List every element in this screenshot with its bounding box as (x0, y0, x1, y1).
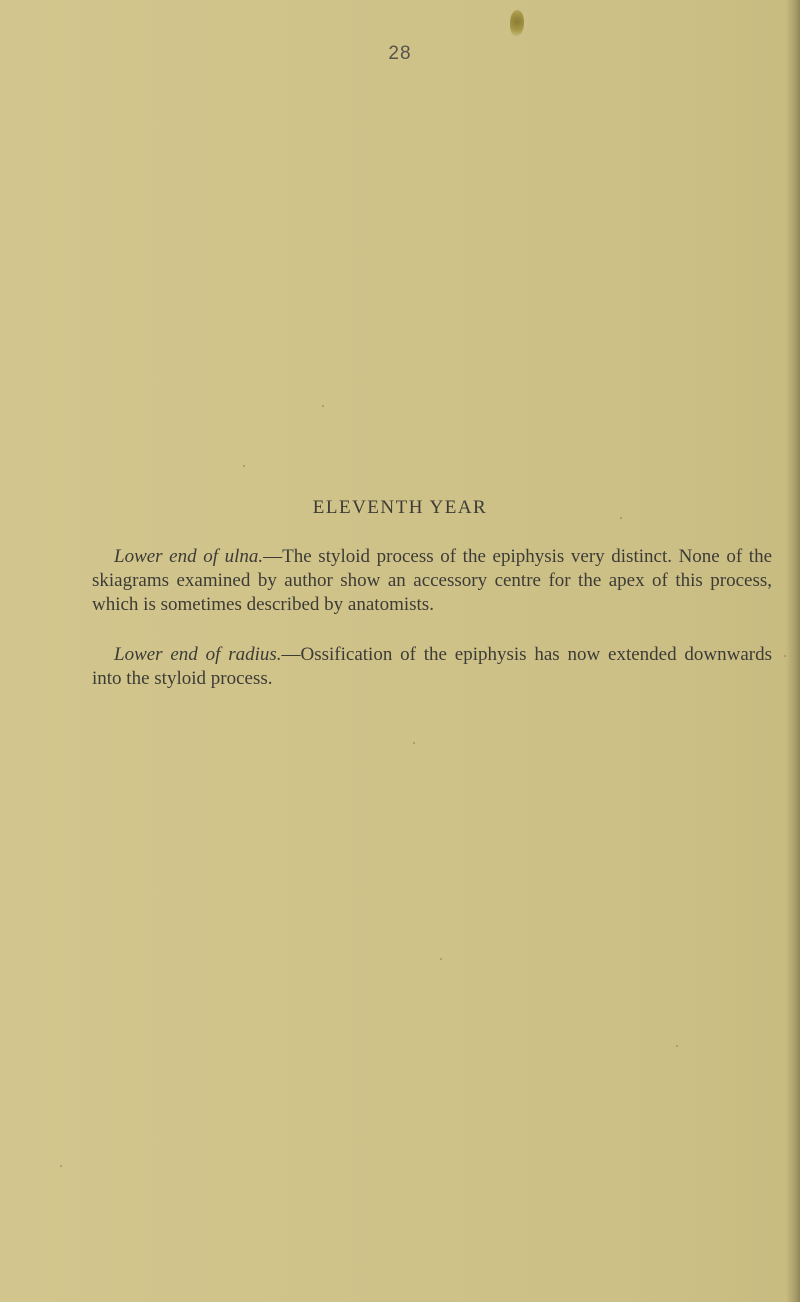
section-heading: ELEVENTH YEAR (312, 497, 488, 518)
paragraph-ulna-body: —The styloid process of the epiphysis very distinct. None of the skiagrams examined by author show an accessory centre for the apex of this process, which is sometimes described by anatomists. (92, 546, 773, 615)
paper-speck (243, 465, 245, 467)
paper-speck (413, 742, 415, 744)
paper-speck (440, 958, 442, 960)
paper-speck (60, 1165, 62, 1167)
paragraph-radius (92, 643, 772, 691)
paragraph-radius-body: —Ossification of the epiphysis has now extended downwards into the styloid process. (92, 644, 772, 689)
paper-speck (322, 405, 324, 407)
ink-stain (510, 10, 524, 36)
paper-speck (620, 517, 622, 519)
page-number: 28 (388, 43, 412, 64)
paper-speck (676, 1045, 678, 1047)
paragraph-ulna (92, 545, 772, 617)
paragraph-ulna-lead: Lower end of ulna. (114, 546, 264, 567)
paragraph-radius-lead: Lower end of radius. (114, 644, 282, 665)
page-edge-shadow (786, 0, 800, 1302)
paper-speck (784, 655, 786, 657)
